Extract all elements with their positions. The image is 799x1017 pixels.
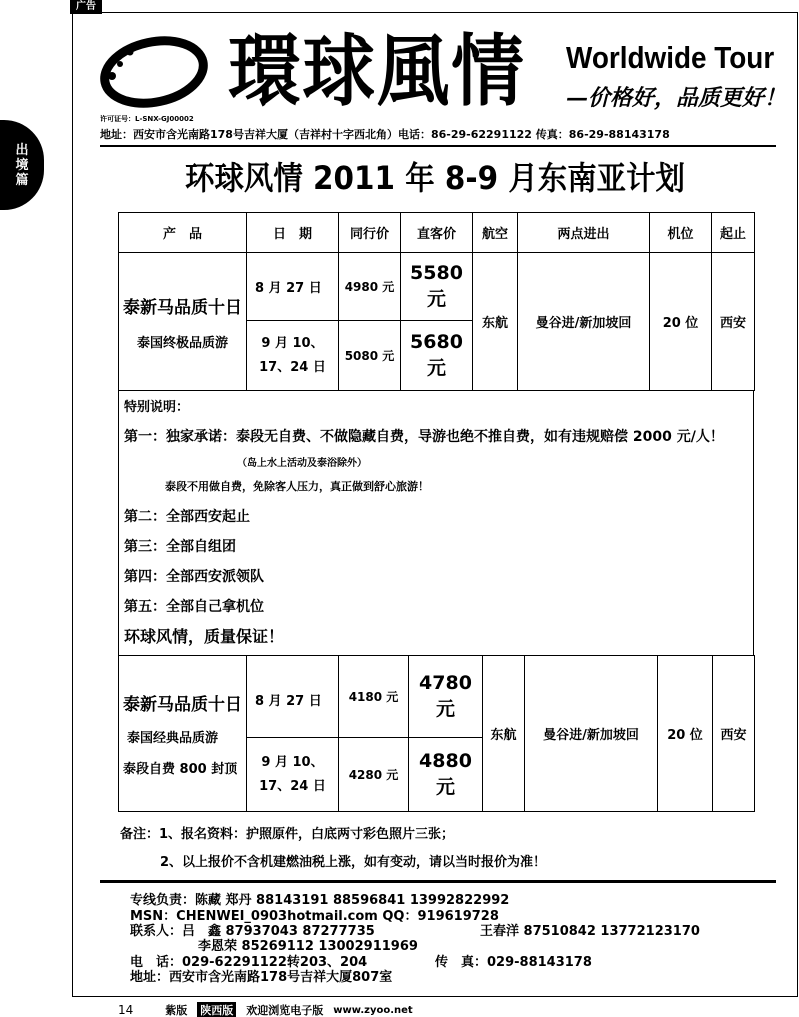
direct-price-cell: 4880 元 — [409, 738, 483, 812]
origin-cell: 西安 — [713, 656, 755, 812]
remark-line: 2、以上报价不含机建燃油税上涨，如有变动，请以当时报价为准！ — [160, 855, 547, 870]
product-subtitle: 泰国经典品质游 — [127, 731, 219, 746]
header-direct-price: 直客价 — [401, 213, 473, 253]
header-seats: 机位 — [650, 213, 712, 253]
table-row — [119, 656, 755, 738]
origin-cell: 西安 — [712, 253, 755, 391]
date-cell: 8 月 27 日 — [247, 253, 339, 321]
product-name: 泰新马品质十日 — [123, 297, 242, 318]
date-cell: 9 月 10、17、24 日 — [247, 321, 339, 391]
note-subitem: （岛上水上活动及泰浴除外） — [237, 458, 367, 469]
header-route: 两点进出 — [518, 213, 650, 253]
special-notes — [118, 390, 754, 656]
contact-line: MSN：CHENWEI_0903hotmail.com QQ：919619728 — [130, 909, 499, 924]
airline-cell: 东航 — [473, 253, 518, 391]
date-cell: 9 月 10、17、24 日 — [247, 738, 339, 812]
notes-heading: 特别说明： — [124, 400, 190, 415]
airline-cell: 东航 — [483, 656, 525, 812]
product-name: 泰新马品质十日 — [123, 695, 242, 715]
contact-line: 联系人：吕 鑫 87937043 87277735 — [130, 924, 375, 939]
contact-line: 电 话：029-62291122转203、204 — [130, 955, 368, 970]
seats-cell: 20 位 — [650, 253, 712, 391]
globe-logo-icon — [100, 30, 208, 108]
section-tab — [0, 120, 44, 210]
note-item: 第一：独家承诺：泰段无自费、不做隐藏自费，导游也绝不推自费，如有违规赔偿 2000 元/人！ — [124, 429, 724, 445]
header-origin: 起止 — [712, 213, 755, 253]
note-item: 第四：全部西安派领队 — [124, 569, 264, 585]
direct-price-cell: 5580 元 — [401, 253, 473, 321]
seats-cell: 20 位 — [658, 656, 713, 812]
plan-table-1 — [118, 212, 755, 391]
page-footer — [118, 1002, 413, 1017]
agency-address: 地址：西安市含光南路178号吉祥大厦（吉祥村十字西北角）电话：86-29-62291122 传真：86-29-88143178 — [100, 128, 670, 141]
trade-price-cell: 4280 元 — [339, 738, 409, 812]
section-tab-char: 出 — [15, 142, 29, 158]
license-number: 许可证号：L-SNX-GJ00002 — [100, 115, 194, 123]
note-item: 第二：全部西安起止 — [124, 509, 250, 525]
header-airline: 航空 — [473, 213, 518, 253]
footer-text: 欢迎浏览电子版 — [246, 1004, 324, 1017]
page-title: 环球风情 2011 年 8-9 月东南亚计划 — [185, 159, 685, 197]
trade-price-cell: 5080 元 — [339, 321, 401, 391]
contact-line: 王春洋 87510842 13772123170 — [480, 924, 700, 939]
section-tab-char: 境 — [15, 157, 29, 173]
divider — [100, 880, 776, 883]
contact-line: 传 真：029-88143178 — [435, 955, 592, 970]
footer-url: www.zyoo.net — [333, 1004, 413, 1016]
paper-badge: 陕西版 — [197, 1002, 236, 1017]
brand-name-cn: 環球風情 — [228, 26, 526, 117]
table-header-row — [119, 213, 755, 253]
section-tab-char: 篇 — [15, 172, 29, 188]
contact-line: 专线负责：陈藏 郑丹 88143191 88596841 13992822992 — [130, 893, 510, 908]
header-date: 日 期 — [247, 213, 339, 253]
note-subitem: 泰段不用做自费，免除客人压力，真正做到舒心旅游！ — [165, 480, 429, 493]
trade-price-cell: 4980 元 — [339, 253, 401, 321]
direct-price-cell: 5680 元 — [401, 321, 473, 391]
brand-slogan: —价格好，品质更好！ — [566, 85, 787, 111]
product-cell — [119, 253, 247, 391]
ad-tag: 广告 — [70, 0, 102, 14]
brand-name-en: Worldwide Tour — [566, 40, 775, 75]
header-product: 产 品 — [119, 213, 247, 253]
product-subtitle-2: 泰段自费 800 封顶 — [123, 762, 238, 777]
note-item: 第三：全部自组团 — [124, 539, 236, 555]
page-number: 14 — [118, 1003, 134, 1017]
plan-table-2 — [118, 655, 755, 812]
table-row — [119, 253, 755, 321]
direct-price-cell: 4780 元 — [409, 656, 483, 738]
product-cell — [119, 656, 247, 812]
divider — [100, 145, 776, 147]
product-subtitle: 泰国终极品质游 — [136, 335, 228, 351]
notes-closing: 环球风情，质量保证！ — [124, 627, 285, 646]
trade-price-cell: 4180 元 — [339, 656, 409, 738]
route-cell: 曼谷进/新加坡回 — [518, 253, 650, 391]
header-trade-price: 同行价 — [339, 213, 401, 253]
note-item: 第五：全部自己拿机位 — [124, 599, 264, 615]
contact-line: 地址：西安市含光南路178号吉祥大厦807室 — [130, 970, 393, 985]
remark-line: 备注：1、报名资料：护照原件，白底两寸彩色照片三张； — [120, 827, 455, 842]
date-cell: 8 月 27 日 — [247, 656, 339, 738]
edition-label: 紫版 — [165, 1004, 188, 1017]
route-cell: 曼谷进/新加坡回 — [525, 656, 658, 812]
contact-line: 李恩荣 85269112 13002911969 — [198, 939, 418, 954]
